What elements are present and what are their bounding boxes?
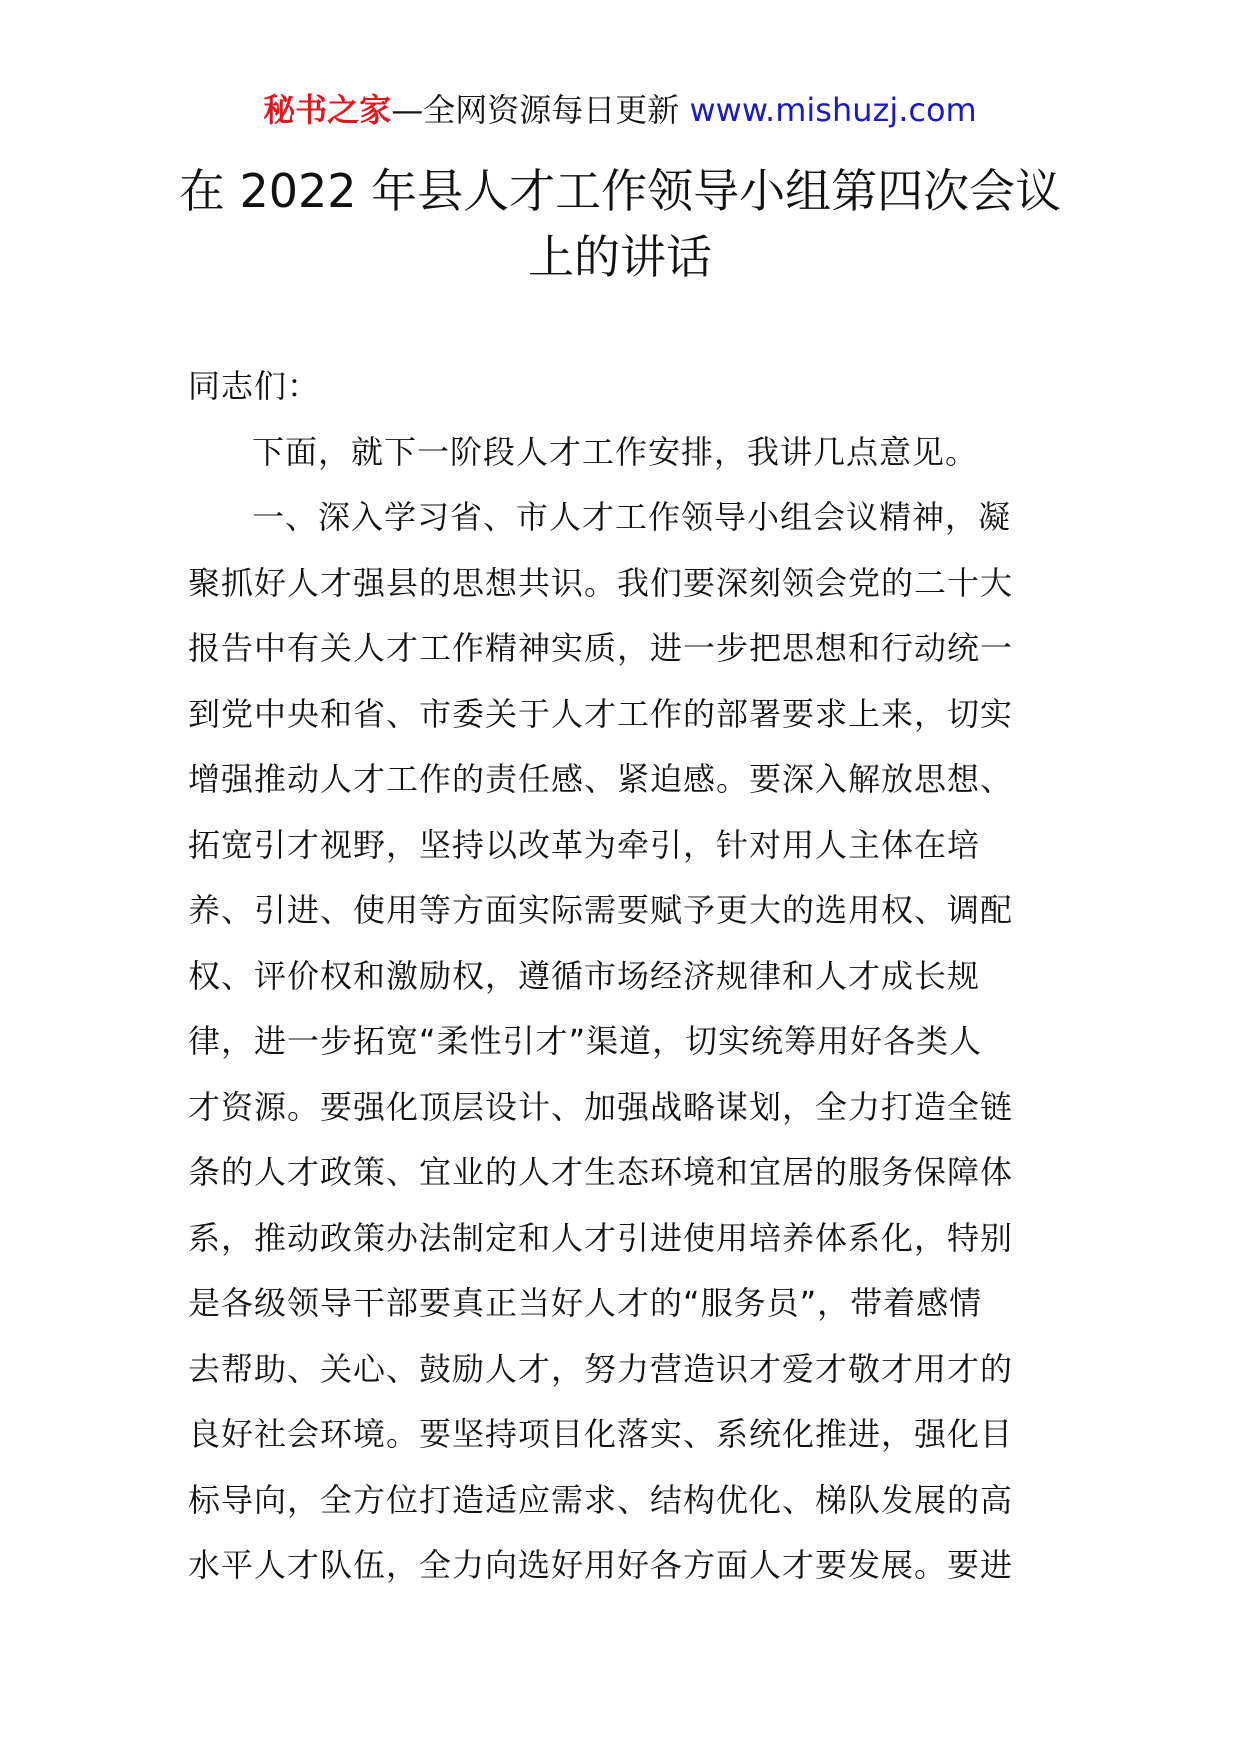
body-line: 养、引进、使用等方面实际需要赋予更大的选用权、调配 [188,891,1014,929]
body-line: 系，推动政策办法制定和人才引进使用培养体系化，特别 [188,1218,1014,1257]
body-line: 水平人才队伍，全力向选好用好各方面人才要发展。要进 [188,1546,1014,1584]
body-line: 条的人才政策、宜业的人才生态环境和宜居的服务保障体 [188,1153,1014,1191]
title-line-2: 上的讲话 [528,230,712,284]
body-line: 聚抓好人才强县的思想共识。我们要深刻领会党的二十大 [188,563,1014,602]
body-line: 才资源。要强化顶层设计、加强战略谋划，全力打造全链 [188,1087,1014,1126]
brand-name: 秘书之家 [263,91,392,129]
body-line: 律，进一步拓宽“柔性引才”渠道，切实统筹用好各类人 [188,1022,983,1060]
header-tagline: —全网资源每日更新 [391,91,690,129]
intro-paragraph: 下面，就下一阶段人才工作安排，我讲几点意见。 [252,432,979,471]
site-header [0,90,1240,130]
body-line: 良好社会环境。要坚持项目化落实、系统化推进，强化目 [188,1415,1014,1453]
body-line: 权、评价权和激励权，遵循市场经济规律和人才成长规 [188,956,981,995]
body-line: 报告中有关人才工作精神实质，进一步把思想和行动统一 [188,629,1014,667]
greeting: 同志们： [188,367,321,405]
document-body [188,354,1058,1599]
body-line: 拓宽引才视野，坚持以改革为牵引，针对用人主体在培 [188,825,981,864]
body-line: 增强推动人才工作的责任感、紧迫感。要深入解放思想、 [188,760,1014,798]
body-line: 一、深入学习省、市人才工作领导小组会议精神，凝 [252,498,1012,536]
body-line: 去帮助、关心、鼓励人才，努力营造识才爱才敬才用才的 [188,1349,1014,1388]
body-line: 到党中央和省、市委关于人才工作的部署要求上来，切实 [188,694,1014,733]
document-title [150,158,1090,290]
title-line-1: 在 2022 年县人才工作领导小组第四次会议 [178,164,1062,218]
body-line: 是各级领导干部要真正当好人才的“服务员”，带着感情 [188,1284,983,1322]
body-line: 标导向，全方位打造适应需求、结构优化、梯队发展的高 [188,1480,1014,1519]
site-url[interactable]: www.mishuzj.com [689,91,977,129]
